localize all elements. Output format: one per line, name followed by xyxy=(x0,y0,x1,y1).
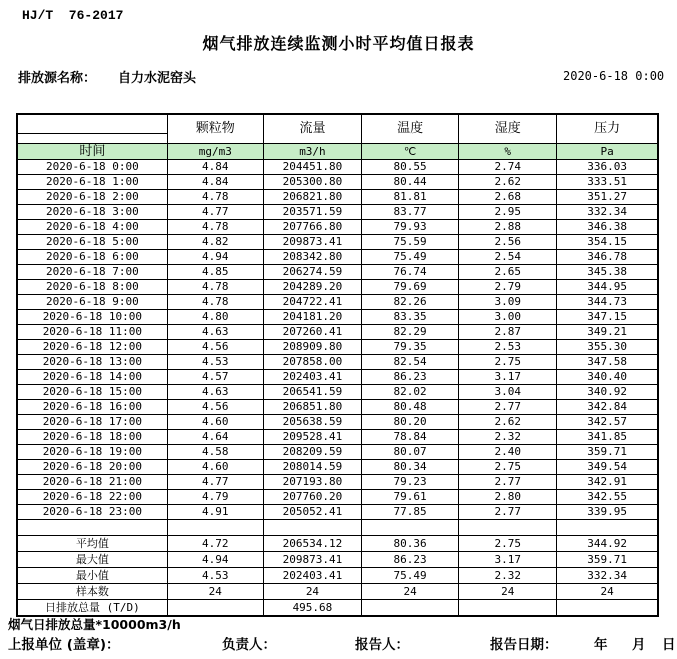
unit-humidity: % xyxy=(459,144,557,160)
summary-value-cell: 75.49 xyxy=(362,568,459,584)
column-header-humidity: 湿度 xyxy=(459,114,557,144)
summary-row xyxy=(17,536,658,552)
value-cell: 2.65 xyxy=(459,265,557,280)
value-cell: 347.58 xyxy=(557,355,658,370)
summary-value-cell xyxy=(362,600,459,617)
value-cell: 204181.20 xyxy=(263,310,361,325)
value-cell: 79.23 xyxy=(362,475,459,490)
emission-source-row xyxy=(18,67,196,86)
value-cell: 204722.41 xyxy=(263,295,361,310)
value-cell: 80.48 xyxy=(362,400,459,415)
summary-row xyxy=(17,600,658,617)
hourly-average-table xyxy=(16,113,659,617)
value-cell: 340.92 xyxy=(557,385,658,400)
value-cell: 204451.80 xyxy=(263,160,361,175)
table-row xyxy=(17,310,658,325)
table-row xyxy=(17,325,658,340)
value-cell: 3.04 xyxy=(459,385,557,400)
value-cell: 349.54 xyxy=(557,460,658,475)
value-cell: 342.84 xyxy=(557,400,658,415)
value-cell: 2.88 xyxy=(459,220,557,235)
value-cell: 4.78 xyxy=(167,280,263,295)
time-cell: 2020-6-18 22:00 xyxy=(17,490,167,505)
time-cell: 2020-6-18 16:00 xyxy=(17,400,167,415)
table-row xyxy=(17,355,658,370)
value-cell: 81.81 xyxy=(362,190,459,205)
hourly-rows-body xyxy=(17,160,658,520)
summary-value-cell xyxy=(557,600,658,617)
value-cell: 207858.00 xyxy=(263,355,361,370)
value-cell: 336.03 xyxy=(557,160,658,175)
value-cell: 347.15 xyxy=(557,310,658,325)
value-cell: 204289.20 xyxy=(263,280,361,295)
standard-code: HJ/T 76-2017 xyxy=(22,8,124,23)
time-cell: 2020-6-18 9:00 xyxy=(17,295,167,310)
spacer-cell xyxy=(17,520,167,536)
table-row xyxy=(17,385,658,400)
unit-flow: m3/h xyxy=(263,144,361,160)
value-cell: 206541.59 xyxy=(263,385,361,400)
table-row xyxy=(17,175,658,190)
time-cell: 2020-6-18 23:00 xyxy=(17,505,167,520)
value-cell: 332.34 xyxy=(557,205,658,220)
summary-row xyxy=(17,568,658,584)
value-cell: 82.02 xyxy=(362,385,459,400)
summary-value-cell: 344.92 xyxy=(557,536,658,552)
table-row xyxy=(17,160,658,175)
value-cell: 207193.80 xyxy=(263,475,361,490)
value-cell: 208209.59 xyxy=(263,445,361,460)
spacer-cell xyxy=(167,520,263,536)
table-row xyxy=(17,295,658,310)
signature-line xyxy=(0,633,677,651)
column-header-temperature: 温度 xyxy=(362,114,459,144)
value-cell: 4.77 xyxy=(167,205,263,220)
day-label: 日 xyxy=(662,637,676,653)
value-cell: 2.87 xyxy=(459,325,557,340)
value-cell: 4.63 xyxy=(167,325,263,340)
value-cell: 80.34 xyxy=(362,460,459,475)
summary-row xyxy=(17,552,658,568)
value-cell: 3.09 xyxy=(459,295,557,310)
value-cell: 2.79 xyxy=(459,280,557,295)
value-cell: 209528.41 xyxy=(263,430,361,445)
table-row xyxy=(17,205,658,220)
table-row xyxy=(17,220,658,235)
value-cell: 4.77 xyxy=(167,475,263,490)
time-cell: 2020-6-18 18:00 xyxy=(17,430,167,445)
value-cell: 80.07 xyxy=(362,445,459,460)
value-cell: 206851.80 xyxy=(263,400,361,415)
report-date-label: 报告日期： xyxy=(490,637,558,653)
value-cell: 3.00 xyxy=(459,310,557,325)
value-cell: 80.55 xyxy=(362,160,459,175)
value-cell: 2.77 xyxy=(459,400,557,415)
summary-value-cell: 4.94 xyxy=(167,552,263,568)
value-cell: 4.78 xyxy=(167,190,263,205)
value-cell: 2.54 xyxy=(459,250,557,265)
value-cell: 80.44 xyxy=(362,175,459,190)
value-cell: 2.68 xyxy=(459,190,557,205)
value-cell: 4.80 xyxy=(167,310,263,325)
month-label: 月 xyxy=(632,637,646,653)
header-blank-top-cell xyxy=(17,114,167,134)
value-cell: 86.23 xyxy=(362,370,459,385)
value-cell: 4.56 xyxy=(167,400,263,415)
value-cell: 4.53 xyxy=(167,355,263,370)
table-row xyxy=(17,400,658,415)
time-cell: 2020-6-18 21:00 xyxy=(17,475,167,490)
value-cell: 345.38 xyxy=(557,265,658,280)
value-cell: 2.40 xyxy=(459,445,557,460)
time-cell: 2020-6-18 0:00 xyxy=(17,160,167,175)
summary-row xyxy=(17,584,658,600)
value-cell: 83.35 xyxy=(362,310,459,325)
summary-value-cell xyxy=(167,600,263,617)
value-cell: 344.95 xyxy=(557,280,658,295)
summary-body xyxy=(17,520,658,617)
value-cell: 342.57 xyxy=(557,415,658,430)
value-cell: 207260.41 xyxy=(263,325,361,340)
report-datetime: 2020-6-18 0:00 xyxy=(563,69,665,83)
table-row xyxy=(17,445,658,460)
summary-label-cell: 平均值 xyxy=(17,536,167,552)
table-row xyxy=(17,430,658,445)
value-cell: 346.78 xyxy=(557,250,658,265)
value-cell: 4.84 xyxy=(167,160,263,175)
report-title: 烟气排放连续监测小时平均值日报表 xyxy=(202,34,475,53)
time-cell: 2020-6-18 13:00 xyxy=(17,355,167,370)
value-cell: 208014.59 xyxy=(263,460,361,475)
time-cell: 2020-6-18 3:00 xyxy=(17,205,167,220)
value-cell: 79.35 xyxy=(362,340,459,355)
value-cell: 349.21 xyxy=(557,325,658,340)
time-cell: 2020-6-18 5:00 xyxy=(17,235,167,250)
time-cell: 2020-6-18 1:00 xyxy=(17,175,167,190)
year-label: 年 xyxy=(594,637,608,653)
reporter-label: 报告人： xyxy=(355,637,409,653)
value-cell: 79.61 xyxy=(362,490,459,505)
unit-pressure: Pa xyxy=(557,144,658,160)
time-cell: 2020-6-18 14:00 xyxy=(17,370,167,385)
value-cell: 82.26 xyxy=(362,295,459,310)
summary-value-cell: 202403.41 xyxy=(263,568,361,584)
value-cell: 4.60 xyxy=(167,460,263,475)
summary-value-cell: 2.75 xyxy=(459,536,557,552)
value-cell: 359.71 xyxy=(557,445,658,460)
value-cell: 80.20 xyxy=(362,415,459,430)
value-cell: 209873.41 xyxy=(263,235,361,250)
value-cell: 4.63 xyxy=(167,385,263,400)
value-cell: 333.51 xyxy=(557,175,658,190)
value-cell: 77.85 xyxy=(362,505,459,520)
summary-value-cell: 359.71 xyxy=(557,552,658,568)
value-cell: 344.73 xyxy=(557,295,658,310)
value-cell: 346.38 xyxy=(557,220,658,235)
value-cell: 2.80 xyxy=(459,490,557,505)
value-cell: 206821.80 xyxy=(263,190,361,205)
time-cell: 2020-6-18 19:00 xyxy=(17,445,167,460)
reporting-unit-label: 上报单位 (盖章)： xyxy=(8,637,120,653)
value-cell: 4.84 xyxy=(167,175,263,190)
source-name-value: 自力水泥窑头 xyxy=(118,71,197,86)
unit-temperature: ℃ xyxy=(362,144,459,160)
value-cell: 205638.59 xyxy=(263,415,361,430)
column-header-flow: 流量 xyxy=(263,114,361,144)
value-cell: 4.94 xyxy=(167,250,263,265)
value-cell: 2.62 xyxy=(459,415,557,430)
spacer-cell xyxy=(459,520,557,536)
flow-total-note: 烟气日排放总量*10000m3/h xyxy=(8,617,181,632)
value-cell: 351.27 xyxy=(557,190,658,205)
spacer-cell xyxy=(557,520,658,536)
source-name-label: 排放源名称： xyxy=(18,71,97,86)
value-cell: 2.53 xyxy=(459,340,557,355)
value-cell: 2.77 xyxy=(459,475,557,490)
value-cell: 207766.80 xyxy=(263,220,361,235)
value-cell: 2.95 xyxy=(459,205,557,220)
value-cell: 2.75 xyxy=(459,460,557,475)
time-cell: 2020-6-18 4:00 xyxy=(17,220,167,235)
column-header-pressure: 压力 xyxy=(557,114,658,144)
time-cell: 2020-6-18 8:00 xyxy=(17,280,167,295)
value-cell: 2.56 xyxy=(459,235,557,250)
summary-label-cell: 最大值 xyxy=(17,552,167,568)
summary-value-cell: 209873.41 xyxy=(263,552,361,568)
summary-label-cell: 最小值 xyxy=(17,568,167,584)
value-cell: 355.30 xyxy=(557,340,658,355)
summary-value-cell: 2.32 xyxy=(459,568,557,584)
summary-value-cell: 24 xyxy=(459,584,557,600)
value-cell: 208909.80 xyxy=(263,340,361,355)
value-cell: 205052.41 xyxy=(263,505,361,520)
table-row xyxy=(17,370,658,385)
value-cell: 2.62 xyxy=(459,175,557,190)
table-row xyxy=(17,475,658,490)
table-row xyxy=(17,265,658,280)
summary-label-cell: 日排放总量 (T/D) xyxy=(17,600,167,617)
time-cell: 2020-6-18 15:00 xyxy=(17,385,167,400)
time-cell: 2020-6-18 10:00 xyxy=(17,310,167,325)
value-cell: 208342.80 xyxy=(263,250,361,265)
value-cell: 341.85 xyxy=(557,430,658,445)
value-cell: 3.17 xyxy=(459,370,557,385)
value-cell: 4.91 xyxy=(167,505,263,520)
table-row xyxy=(17,460,658,475)
summary-label-cell: 样本数 xyxy=(17,584,167,600)
table-row xyxy=(17,340,658,355)
summary-value-cell: 332.34 xyxy=(557,568,658,584)
spacer-cell xyxy=(263,520,361,536)
time-cell: 2020-6-18 17:00 xyxy=(17,415,167,430)
value-cell: 4.78 xyxy=(167,220,263,235)
spacer-cell xyxy=(362,520,459,536)
value-cell: 339.95 xyxy=(557,505,658,520)
value-cell: 4.64 xyxy=(167,430,263,445)
value-cell: 4.56 xyxy=(167,340,263,355)
time-cell: 2020-6-18 12:00 xyxy=(17,340,167,355)
value-cell: 82.29 xyxy=(362,325,459,340)
table-row xyxy=(17,280,658,295)
value-cell: 78.84 xyxy=(362,430,459,445)
summary-value-cell: 4.53 xyxy=(167,568,263,584)
table-row xyxy=(17,235,658,250)
value-cell: 4.82 xyxy=(167,235,263,250)
value-cell: 340.40 xyxy=(557,370,658,385)
header-row-units xyxy=(17,144,658,160)
table-row xyxy=(17,505,658,520)
value-cell: 207760.20 xyxy=(263,490,361,505)
value-cell: 83.77 xyxy=(362,205,459,220)
summary-value-cell: 24 xyxy=(362,584,459,600)
time-cell: 2020-6-18 6:00 xyxy=(17,250,167,265)
table-row xyxy=(17,490,658,505)
manager-label: 负责人： xyxy=(222,637,276,653)
value-cell: 2.32 xyxy=(459,430,557,445)
value-cell: 205300.80 xyxy=(263,175,361,190)
value-cell: 75.59 xyxy=(362,235,459,250)
value-cell: 2.77 xyxy=(459,505,557,520)
value-cell: 82.54 xyxy=(362,355,459,370)
spacer-row xyxy=(17,520,658,536)
header-blank-bottom-cell xyxy=(17,134,167,144)
value-cell: 79.93 xyxy=(362,220,459,235)
value-cell: 202403.41 xyxy=(263,370,361,385)
time-cell: 2020-6-18 11:00 xyxy=(17,325,167,340)
value-cell: 4.78 xyxy=(167,295,263,310)
value-cell: 2.74 xyxy=(459,160,557,175)
value-cell: 4.60 xyxy=(167,415,263,430)
summary-value-cell: 4.72 xyxy=(167,536,263,552)
time-column-header: 时间 xyxy=(17,144,167,160)
summary-value-cell: 24 xyxy=(557,584,658,600)
time-cell: 2020-6-18 2:00 xyxy=(17,190,167,205)
summary-value-cell: 80.36 xyxy=(362,536,459,552)
summary-value-cell: 206534.12 xyxy=(263,536,361,552)
summary-value-cell: 3.17 xyxy=(459,552,557,568)
unit-particulate: mg/m3 xyxy=(167,144,263,160)
column-header-particulate: 颗粒物 xyxy=(167,114,263,144)
value-cell: 76.74 xyxy=(362,265,459,280)
time-cell: 2020-6-18 20:00 xyxy=(17,460,167,475)
value-cell: 4.57 xyxy=(167,370,263,385)
summary-value-cell: 24 xyxy=(263,584,361,600)
header-row-pollutants xyxy=(17,114,658,134)
summary-value-cell: 86.23 xyxy=(362,552,459,568)
value-cell: 2.75 xyxy=(459,355,557,370)
value-cell: 79.69 xyxy=(362,280,459,295)
summary-value-cell: 495.68 xyxy=(263,600,361,617)
table-row xyxy=(17,190,658,205)
table-row xyxy=(17,415,658,430)
value-cell: 203571.59 xyxy=(263,205,361,220)
value-cell: 342.55 xyxy=(557,490,658,505)
table-row xyxy=(17,250,658,265)
value-cell: 342.91 xyxy=(557,475,658,490)
summary-value-cell: 24 xyxy=(167,584,263,600)
value-cell: 354.15 xyxy=(557,235,658,250)
value-cell: 206274.59 xyxy=(263,265,361,280)
value-cell: 4.85 xyxy=(167,265,263,280)
time-cell: 2020-6-18 7:00 xyxy=(17,265,167,280)
summary-value-cell xyxy=(459,600,557,617)
value-cell: 75.49 xyxy=(362,250,459,265)
value-cell: 4.58 xyxy=(167,445,263,460)
value-cell: 4.79 xyxy=(167,490,263,505)
